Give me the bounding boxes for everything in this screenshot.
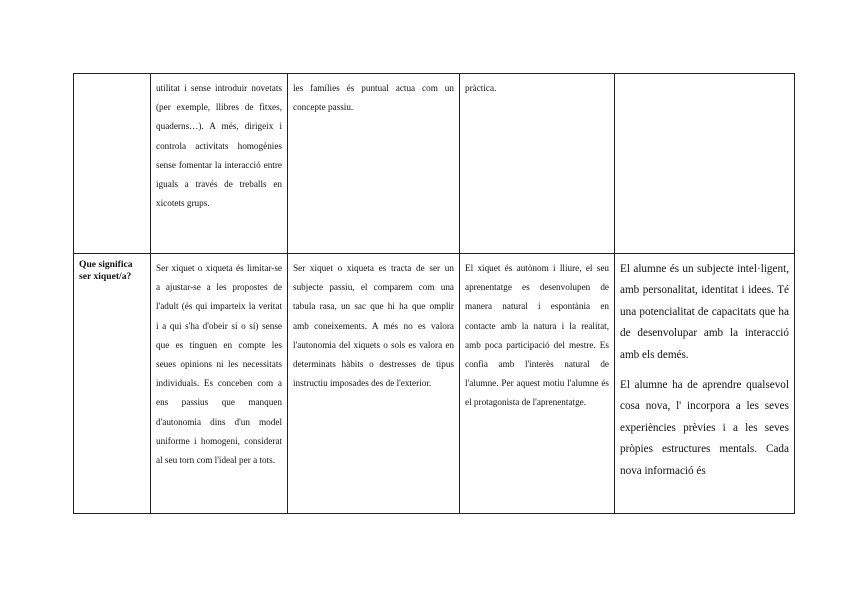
table-cell: utilitat i sense introduir novetats (per exemple, llibres de fitxes, quaderns…). A més, dirigeix i controla activitats homogènies sense fomentar la interacció entre iguals a través de treballs en xicotets grups. bbox=[151, 74, 288, 254]
table-row bbox=[74, 74, 795, 254]
cell-paragraph: El alumne és un subjecte intel·ligent, amb personalitat, identitat i idees. Té una potencialitat de capacitats que ha de desenvolupar amb la interacció amb els demés. bbox=[620, 263, 789, 361]
comparison-table bbox=[73, 73, 795, 514]
table-cell: les famílies és puntual actua com un concepte passiu. bbox=[288, 74, 460, 254]
table-cell bbox=[615, 254, 795, 514]
cell-paragraph: El alumne ha de aprendre qualsevol cosa nova, l' incorpora a les seves experiències prèvies i a les seves pròpies estructures mentals. Cada nova informació és bbox=[620, 379, 789, 477]
table-cell: pràctica. bbox=[460, 74, 615, 254]
table-cell: Ser xiquet o xiqueta es tracta de ser un subjecte passiu, el comparem com una tabula rasa, un sac que hi ha que omplir amb coneixements. A més no es valora l'autonomia del xiquets o sols es valora en determinats hàbits o destresses de tipus instructiu imposades des de l'exterior. bbox=[288, 254, 460, 514]
row-label-cell: Que significa ser xiquet/a? bbox=[74, 254, 151, 514]
row-label-cell bbox=[74, 74, 151, 254]
table-row bbox=[74, 254, 795, 514]
table-cell: El xiquet és autònom i lliure, el seu aprenentatge es desenvolupen de manera natural i espontània en contacte amb la natura i la realitat, amb poca participació del mestre. Es confia amb l'interès natural de l'alumne. Per aquest motiu l'alumne és el protagonista de l'aprenentatge. bbox=[460, 254, 615, 514]
table-cell: Ser xiquet o xiqueta és limitar-se a ajustar-se a les propostes de l'adult (és qui imparteix la veritat i a qui s'ha d'obeir sí o sí) sense que es tinguen en compte les seues opinions ni les necessitats individuals. Es conceben com a ens passius que manquen d'autonomia dins d'un model uniforme i homogeni, considerat al seu torn com l'ideal per a tots. bbox=[151, 254, 288, 514]
table-cell bbox=[615, 74, 795, 254]
